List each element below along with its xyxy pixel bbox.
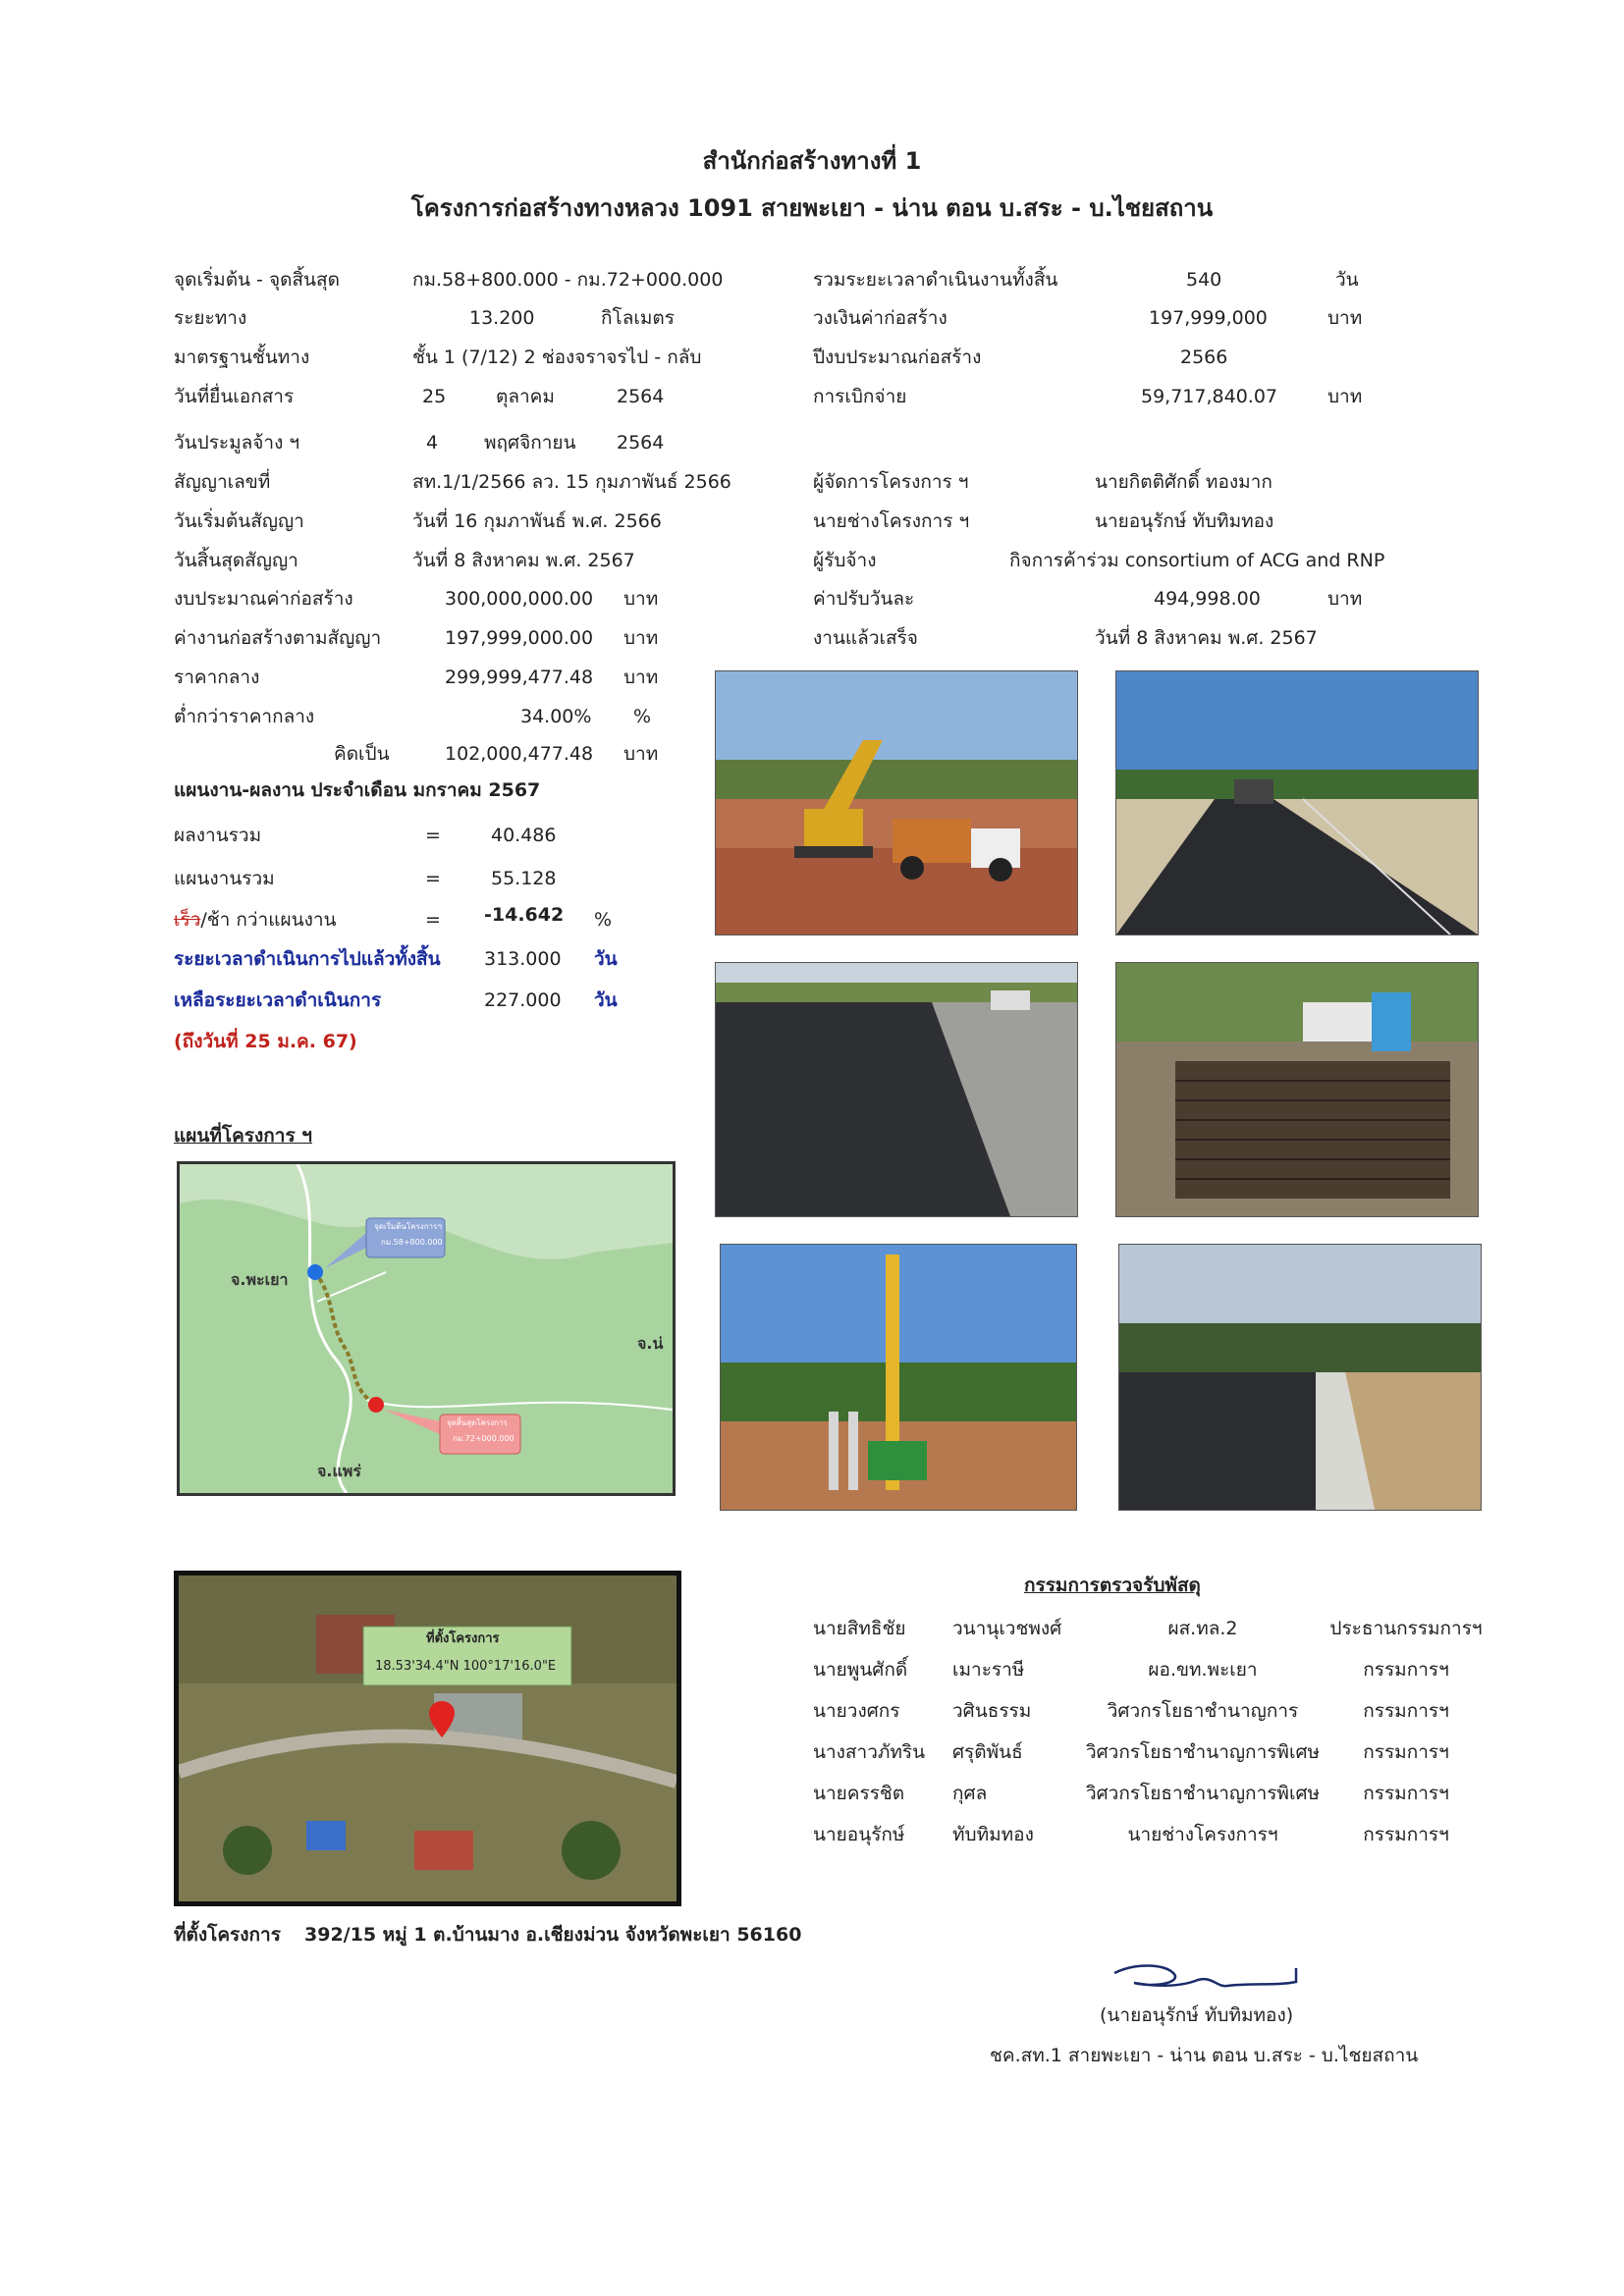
contract-start-value: วันที่ 16 กุมภาพันธ์ พ.ศ. 2566 [412, 510, 662, 532]
signature-title: ชค.สท.1 สายพะเยา - น่าน ตอน บ.สระ - บ.ไชยสถาน [990, 2045, 1419, 2066]
diff-label-faster: เร็ว [174, 909, 201, 931]
committee-last-3: วศินธรรม [952, 1700, 1032, 1722]
start-end-label: จุดเริ่มต้น - จุดสิ้นสุด [174, 269, 340, 291]
doc-date-month: ตุลาคม [496, 386, 555, 407]
committee-last-5: กุศล [952, 1783, 988, 1804]
doc-date-day: 25 [422, 386, 447, 407]
diff-unit: % [594, 909, 613, 931]
contractor-label: ผู้รับจ้าง [813, 550, 877, 571]
elapsed-unit: วัน [594, 948, 618, 970]
diff-value: -14.642 [484, 904, 565, 926]
median-price-value: 299,999,477.48 [445, 667, 594, 688]
total-time-label: รวมระยะเวลาดำเนินงานทั้งสิ้น [813, 269, 1058, 291]
doc-date-label: วันที่ยื่นเอกสาร [174, 386, 295, 407]
actual-eq: = [425, 825, 441, 846]
start-end-value: กม.58+800.000 - กม.72+000.000 [412, 269, 724, 291]
site-label-coords: 18.53'34.4"N 100°17'16.0"E [375, 1659, 557, 1674]
fiscal-year-label: ปีงบประมาณก่อสร้าง [813, 347, 982, 368]
engineer-label: นายช่างโครงการ ฯ [813, 510, 970, 532]
committee-first-5: นายครรชิต [813, 1783, 905, 1804]
standard-label: มาตรฐานชั้นทาง [174, 347, 310, 368]
contract-start-label: วันเริ่มต้นสัญญา [174, 510, 304, 532]
callout-start-line1: จุดเริ่มต้นโครงการฯ [374, 1222, 442, 1231]
signature-mark [1105, 1958, 1301, 2000]
bid-date-year: 2564 [617, 432, 665, 454]
province-phrae: จ.แพร่ [317, 1462, 361, 1480]
contract-end-label: วันสิ้นสุดสัญญา [174, 550, 298, 571]
committee-first-3: นายวงศกร [813, 1700, 900, 1722]
signature-name: (นายอนุรักษ์ ทับทิมทอง) [1100, 2004, 1294, 2026]
callout-start-line2: กม.58+800.000 [381, 1238, 443, 1247]
contract-cost-unit: บาท [623, 627, 659, 649]
disbursed-value: 59,717,840.07 [1141, 386, 1278, 407]
engineer-value: นายอนุรักษ์ ทับทิมทอง [1095, 510, 1274, 532]
province-nan: จ.น่ [637, 1334, 664, 1353]
committee-last-4: ศรุติพันธ์ [952, 1741, 1023, 1763]
photo-asphalt-paving [1115, 670, 1479, 935]
equiv-label: คิดเป็น [334, 743, 390, 765]
contract-no-value: สท.1/1/2566 ลว. 15 กุมภาพันธ์ 2566 [412, 471, 731, 493]
budget-cost-unit: บาท [1327, 307, 1363, 329]
distance-unit: กิโลเมตร [601, 307, 675, 329]
total-time-value: 540 [1186, 269, 1222, 291]
contract-no-label: สัญญาเลขที่ [174, 471, 271, 493]
progress-heading: แผนงาน-ผลงาน ประจำเดือน มกราคม 2567 [174, 779, 541, 801]
photo-excavator-truck [715, 670, 1078, 935]
below-median-label: ต่ำกว่าราคากลาง [174, 706, 315, 727]
committee-last-2: เมาะราษี [952, 1659, 1025, 1681]
project-map [177, 1161, 676, 1496]
end-point-marker [368, 1397, 384, 1413]
fine-label: ค่าปรับวันละ [813, 588, 915, 610]
below-median-value: 34.00% [520, 706, 592, 727]
below-median-unit: % [633, 706, 652, 727]
remaining-value: 227.000 [484, 989, 562, 1011]
disbursed-label: การเบิกจ่าย [813, 386, 907, 407]
distance-value: 13.200 [469, 307, 535, 329]
committee-first-1: นายสิทธิชัย [813, 1618, 906, 1639]
committee-position-5: วิศวกรโยธาชำนาญการพิเศษ [1085, 1783, 1321, 1804]
equiv-unit: บาท [623, 743, 659, 765]
total-time-unit: วัน [1335, 269, 1359, 291]
callout-end-line2: กม.72+000.000 [453, 1434, 514, 1443]
committee-position-6: นายช่างโครงการฯ [1127, 1824, 1278, 1845]
photo-paved-road [715, 962, 1078, 1217]
disbursed-unit: บาท [1327, 386, 1363, 407]
median-price-label: ราคากลาง [174, 667, 260, 688]
completion-label: งานแล้วเสร็จ [813, 627, 918, 649]
distance-label: ระยะทาง [174, 307, 247, 329]
fine-value: 494,998.00 [1154, 588, 1261, 610]
median-price-unit: บาท [623, 667, 659, 688]
plan-eq: = [425, 868, 441, 889]
manager-label: ผู้จัดการโครงการ ฯ [813, 471, 969, 493]
budget-unit: บาท [623, 588, 659, 610]
fine-unit: บาท [1327, 588, 1363, 610]
as-of-date: (ถึงวันที่ 25 ม.ค. 67) [174, 1031, 357, 1052]
contract-cost-label: ค่างานก่อสร้างตามสัญญา [174, 627, 382, 649]
committee-role-4: กรรมการฯ [1363, 1741, 1449, 1763]
committee-position-1: ผส.ทล.2 [1167, 1618, 1238, 1639]
elapsed-value: 313.000 [484, 948, 562, 970]
photo-pile-driver [720, 1244, 1077, 1511]
committee-last-1: วนานุเวชพงศ์ [952, 1618, 1062, 1639]
photo-road-curb [1118, 1244, 1482, 1511]
doc-date-year: 2564 [617, 386, 665, 407]
actual-label: ผลงานรวม [174, 825, 262, 846]
budget-label: งบประมาณค่าก่อสร้าง [174, 588, 353, 610]
province-phayao: จ.พะเยา [231, 1270, 289, 1289]
equiv-value: 102,000,477.48 [445, 743, 594, 765]
contractor-value: กิจการค้าร่วม consortium of ACG and RNP [1009, 550, 1385, 571]
plan-label: แผนงานรวม [174, 868, 275, 889]
callout-end-line1: จุดสิ้นสุดโครงการ [447, 1418, 508, 1427]
bid-date-label: วันประมูลจ้าง ฯ [174, 432, 300, 454]
committee-position-3: วิศวกรโยธาชำนาญการ [1107, 1700, 1299, 1722]
contract-end-value: วันที่ 8 สิงหาคม พ.ศ. 2567 [412, 550, 635, 571]
committee-position-4: วิศวกรโยธาชำนาญการพิเศษ [1085, 1741, 1321, 1763]
diff-label [174, 911, 337, 930]
diff-eq: = [425, 909, 441, 931]
remaining-unit: วัน [594, 989, 618, 1011]
completion-value: วันที่ 8 สิงหาคม พ.ศ. 2567 [1095, 627, 1318, 649]
site-satellite-map [174, 1571, 681, 1906]
committee-last-6: ทับทิมทอง [952, 1824, 1034, 1845]
plan-value: 55.128 [491, 868, 557, 889]
start-point-marker [307, 1264, 323, 1280]
site-label-title: ที่ตั้งโครงการ [426, 1631, 500, 1646]
elapsed-label: ระยะเวลาดำเนินการไปแล้วทั้งสิ้น [174, 948, 441, 970]
committee-position-2: ผอ.ขท.พะเยา [1148, 1659, 1258, 1681]
actual-value: 40.486 [491, 825, 557, 846]
committee-first-2: นายพูนศักดิ์ [813, 1659, 908, 1681]
project-title: โครงการก่อสร้างทางหลวง 1091 สายพะเยา - น่าน ตอน บ.สระ - บ.ไชยสถาน [410, 194, 1214, 222]
budget-value: 300,000,000.00 [445, 588, 594, 610]
manager-value: นายกิตติศักดิ์ ทองมาก [1095, 471, 1272, 493]
standard-value: ชั้น 1 (7/12) 2 ช่องจราจรไป - กลับ [412, 347, 702, 368]
committee-role-3: กรรมการฯ [1363, 1700, 1449, 1722]
diff-label-slower: /ช้า กว่าแผนงาน [200, 909, 337, 931]
committee-first-6: นายอนุรักษ์ [813, 1824, 905, 1845]
committee-role-5: กรรมการฯ [1363, 1783, 1449, 1804]
committee-role-6: กรรมการฯ [1363, 1824, 1449, 1845]
office-title: สำนักก่อสร้างทางที่ 1 [702, 147, 922, 175]
remaining-label: เหลือระยะเวลาดำเนินการ [174, 989, 382, 1011]
committee-heading: กรรมการตรวจรับพัสดุ [1024, 1575, 1201, 1596]
fiscal-year-value: 2566 [1180, 347, 1228, 368]
location-value: 392/15 หมู่ 1 ต.บ้านมาง อ.เชียงม่วน จังหวัดพะเยา 56160 [304, 1924, 802, 1946]
budget-cost-label: วงเงินค่าก่อสร้าง [813, 307, 947, 329]
bid-date-month: พฤศจิกายน [484, 432, 576, 454]
photo-rebar-concrete [1115, 962, 1479, 1217]
bid-date-day: 4 [426, 432, 439, 454]
committee-first-4: นางสาวภัทริน [813, 1741, 926, 1763]
map-heading: แผนที่โครงการ ฯ [174, 1125, 312, 1147]
contract-cost-value: 197,999,000.00 [445, 627, 594, 649]
budget-cost-value: 197,999,000 [1149, 307, 1268, 329]
location-label: ที่ตั้งโครงการ [174, 1924, 281, 1946]
committee-role-2: กรรมการฯ [1363, 1659, 1449, 1681]
committee-role-1: ประธานกรรมการฯ [1329, 1618, 1483, 1639]
